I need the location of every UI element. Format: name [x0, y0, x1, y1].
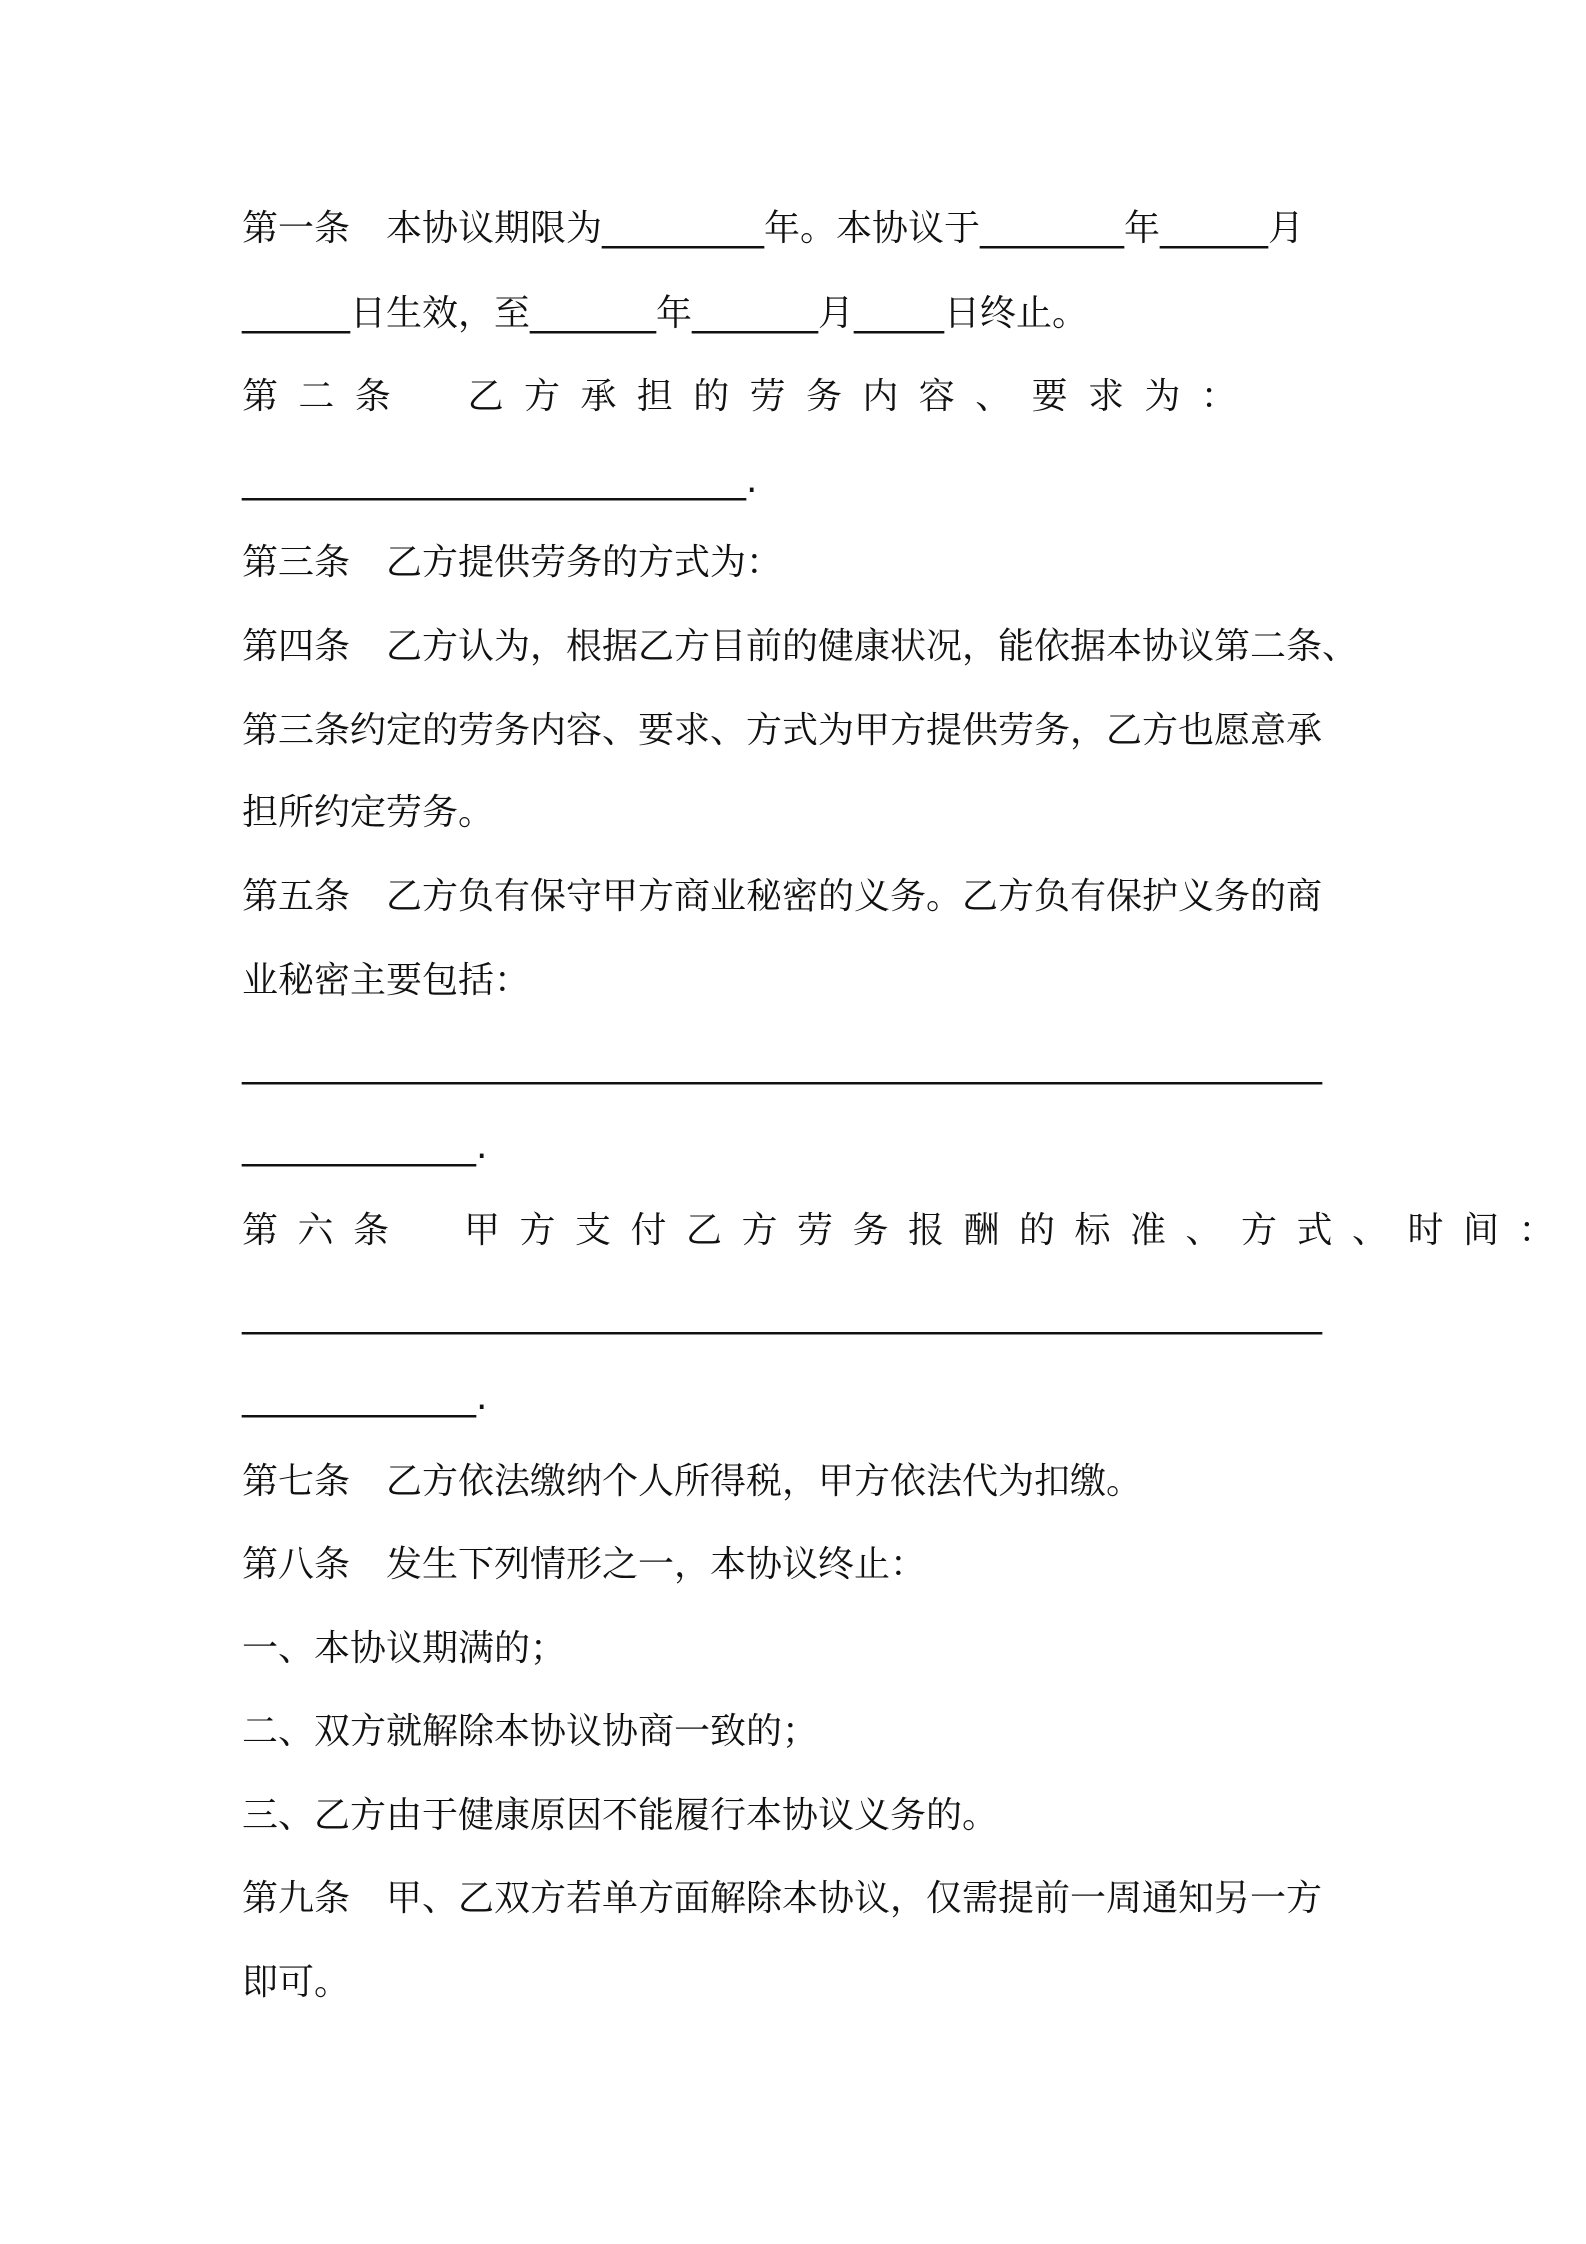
article-8-item-2: 二、双方就解除本协议协商一致的； — [242, 1711, 819, 1752]
article-8-item-3: 三、乙方由于健康原因不能履行本协议义务的。 — [242, 1795, 999, 1836]
article-5-line-2: 业秘密主要包括： — [242, 960, 531, 1001]
article-2-blank: ____________________________. — [242, 460, 758, 501]
article-6-blank-1: ____________________________________________________________ — [242, 1294, 1322, 1335]
article-1-line-1: 第一条 本协议期限为_________年。本协议于________年______月 — [242, 208, 1305, 249]
article-1-line-2: ______日生效，至_______年_______月_____日终止。 — [242, 293, 1089, 334]
article-5-blank-1: ____________________________________________________________ — [242, 1044, 1322, 1085]
article-5-blank-2: _____________. — [242, 1126, 488, 1167]
article-6-blank-2: _____________. — [242, 1377, 488, 1418]
article-5-line-1: 第五条 乙方负有保守甲方商业秘密的义务。乙方负有保护义务的商 — [242, 876, 1323, 917]
article-4-line-1: 第四条 乙方认为，根据乙方目前的健康状况，能依据本协议第二条、 — [242, 626, 1359, 667]
article-8-item-1: 一、本协议期满的； — [242, 1628, 567, 1669]
article-4-line-3: 担所约定劳务。 — [242, 792, 495, 833]
article-7: 第七条 乙方依法缴纳个人所得税，甲方依法代为扣缴。 — [242, 1461, 1143, 1502]
article-2-heading: 第二条 乙方承担的劳务内容、要求为： — [242, 376, 1258, 417]
article-8: 第八条 发生下列情形之一，本协议终止： — [242, 1544, 927, 1585]
article-9-line-2: 即可。 — [242, 1962, 351, 2003]
article-6-heading: 第六条 甲方支付乙方劳务报酬的标准、方式、时间： — [242, 1210, 1575, 1251]
article-3: 第三条 乙方提供劳务的方式为： — [242, 542, 783, 583]
article-4-line-2: 第三条约定的劳务内容、要求、方式为甲方提供劳务，乙方也愿意承 — [242, 710, 1323, 751]
article-9-line-1: 第九条 甲、乙双方若单方面解除本协议，仅需提前一周通知另一方 — [242, 1878, 1323, 1919]
